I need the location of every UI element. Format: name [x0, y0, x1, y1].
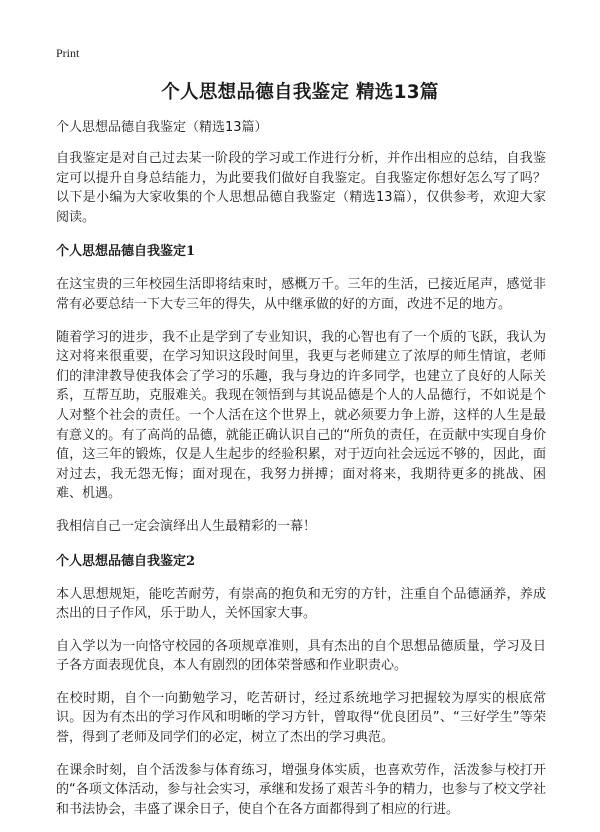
print-link[interactable]: Print [56, 46, 80, 60]
section-heading: 个人思想品德自我鉴定1 [56, 244, 196, 260]
article-body [56, 118, 546, 832]
section-paragraph: 在课余时刻，自个活泼参与体育练习，增强身体实质，也喜欢劳作，活泼参与校打开的“各项文体活动，参与社会实习，承继和发扬了艰苦斗争的精力，也参与了校文学社和书法协会，丰盛了课余日子，使自个在各方面都得到了相应的行进。 [56, 762, 546, 817]
page-title: 个人思想品德自我鉴定 精选13篇 [161, 82, 439, 103]
section-paragraph: 我相信自己一定会演绎出人生最精彩的一幕！ [56, 518, 317, 534]
section-paragraph: 在这宝贵的三年校园生活即将结束时，感概万千。三年的生活，已接近尾声，感觉非常有必要总结一下大专三年的得失，从中继承做的好的方面，改进不足的地方。 [56, 277, 546, 312]
section-paragraph: 自入学以为一向恪守校园的各项规章准则，具有杰出的自个思想品德质量，学习及日子各方面表现优良，本人有剧烈的团体荣誉感和作业职责心。 [56, 638, 546, 674]
section-paragraph: 本人思想规矩，能吃苦耐劳，有崇高的抱负和无穷的方针，注重自个品德涵养，养成杰出的日子作风，乐于助人，关怀国家大事。 [56, 586, 546, 622]
intro-paragraph: 自我鉴定是对自己过去某一阶段的学习或工作进行分析，并作出相应的总结，自我鉴定可以提升自身总结能力，为此要我们做好自我鉴定。自我鉴定你想好怎么写了吗？以下是小编为大家收集的个人思想品德自我鉴定（精选13篇），仅供参考，欢迎大家阅读。 [56, 151, 546, 225]
section-paragraph: 随着学习的进步，我不止是学到了专业知识，我的心智也有了一个质的飞跃，我认为这对将来很重要，在学习知识这段时间里，我更与老师建立了浓厚的师生情谊，老师们的津津教导使我体会了学习的乐趣，我与身边的许多同学，也建立了良好的人际关系，互帮互助，克服难关。我现在领悟到与其说品德是个人的人品德行，不如说是个人对整个社会的责任。一个人活在这个世界上，就必须要力争上游，这样的人生是最有意义的。有了高尚的品德，就能正确认识自己的“所负的责任，在贡献中实现自身价值，这三年的锻炼，仅是人生起步的经验积累，对于迈向社会远远不够的，因此，面对过去，我无怨无悔；面对现在，我努力拼搏；面对将来，我期待更多的挑战、困难、机遇。 [56, 329, 546, 502]
section-paragraph: 在校时期，自个一向勤勉学习，吃苦研讨，经过系统地学习把握较为厚实的根底常识。因为有杰出的学习作风和明晰的学习方针，曾取得“优良团员”、“三好学生”等荣誉，得到了老师及同学们的必定，树立了杰出的学习典范。 [56, 690, 546, 746]
section-heading: 个人思想品德自我鉴定2 [56, 553, 196, 569]
article-subtitle: 个人思想品德自我鉴定（精选13篇） [56, 120, 268, 135]
